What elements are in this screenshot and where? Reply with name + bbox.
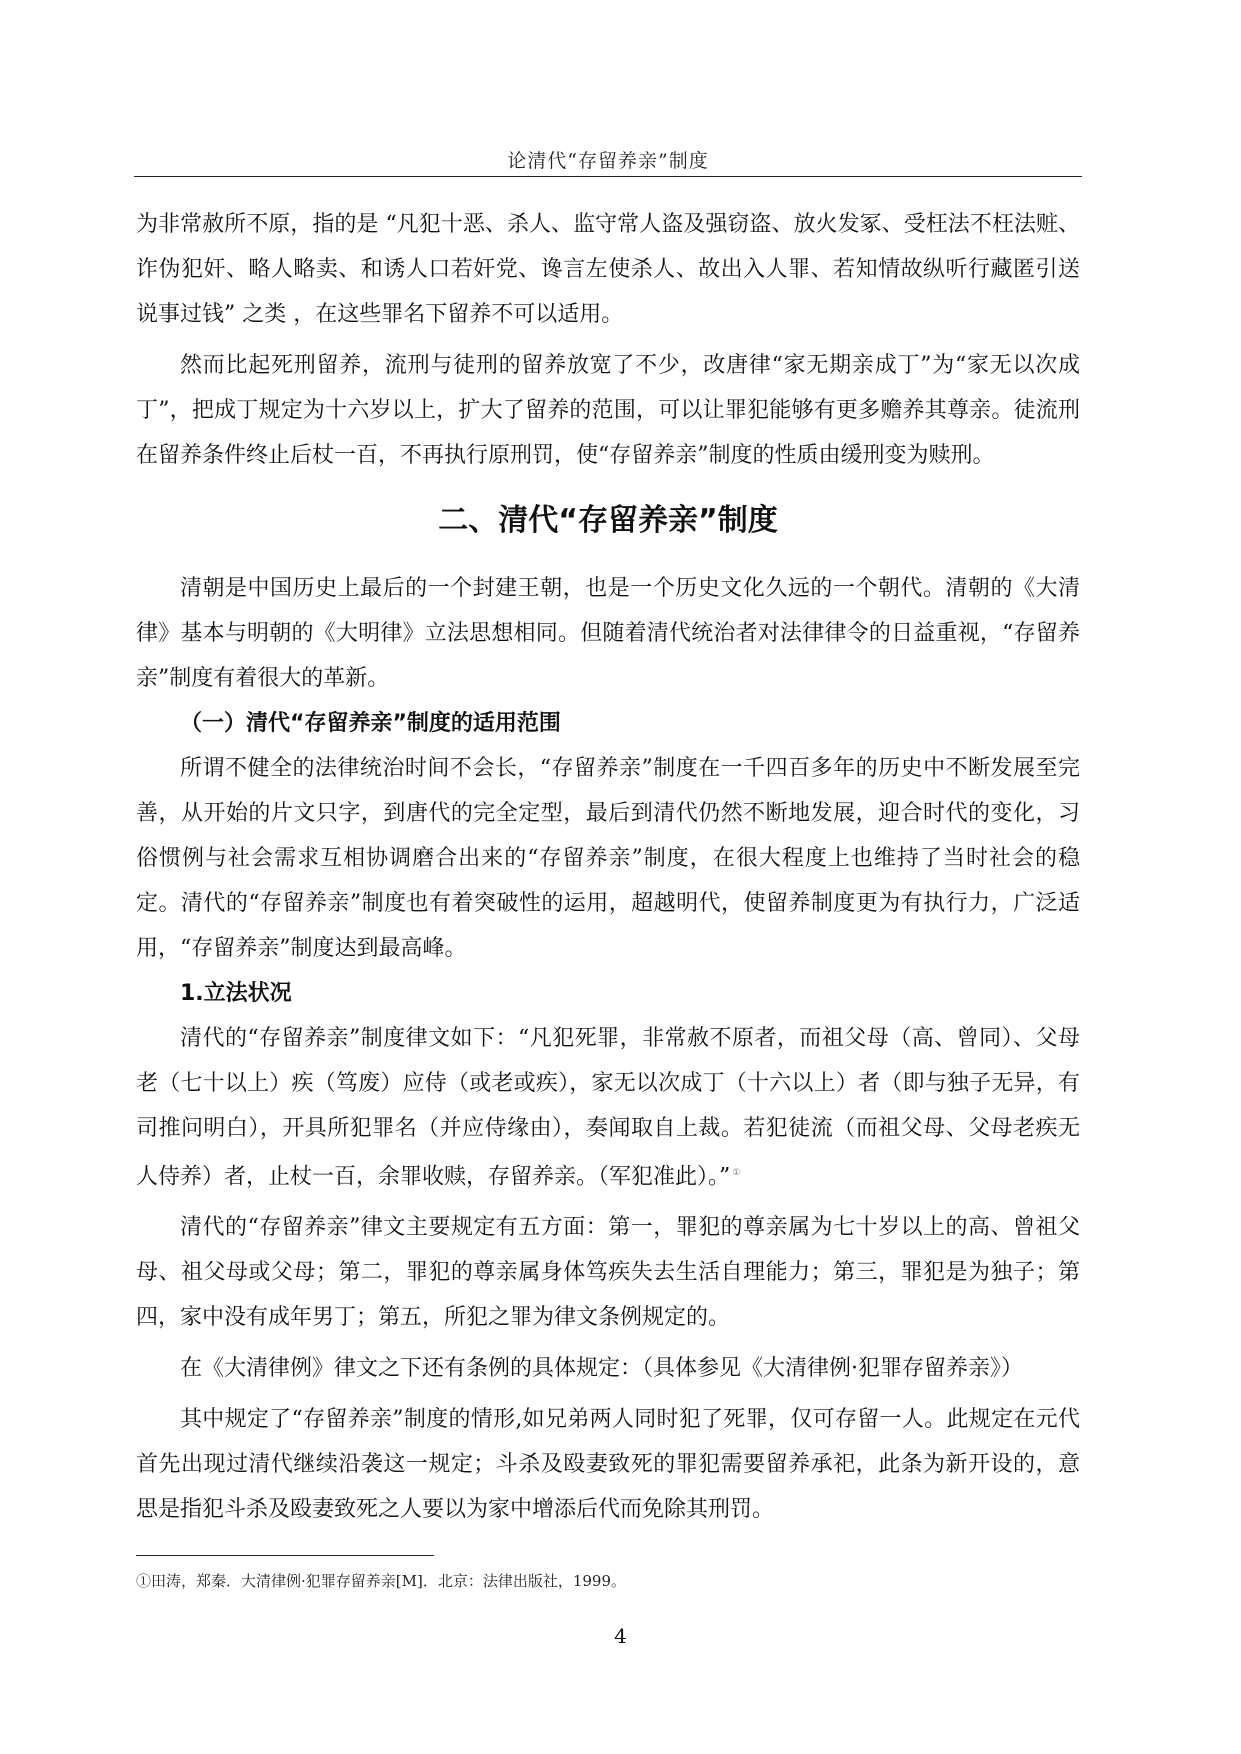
body-text: [136, 202, 1080, 1532]
footnote-rule: [136, 1555, 434, 1556]
paragraph-4: 所谓不健全的法律统治时间不会长，“存留养亲”制度在一千四百多年的历史中不断发展至完善，从开始的片文只字，到唐代的完全定型，最后到清代仍然不断地发展，迎合时代的变化，习俗惯例与社会需求互相协调磨合出来的“存留养亲”制度，在很大程度上也维持了当时社会的稳定。清代的“存留养亲”制度也有着突破性的运用，超越明代，使留养制度更为有执行力，广泛适用，“存留养亲”制度达到最高峰。: [136, 756, 1080, 961]
page-number: 4: [614, 1624, 627, 1648]
paragraph-1: 为非常赦所不原，指的是 “凡犯十恶、杀人、监守常人盗及强窃盗、放火发冢、受枉法不枉法赃、诈伪犯奸、略人略卖、和诱人口若奸党、谗言左使杀人、故出入人罪、若知情故纵听行藏匿引送说事过钱” 之类 ，在这些罪名下留养不可以适用。: [136, 212, 1080, 327]
footnote: ①田涛，郑秦．大清律例·犯罪存留养亲[M]．北京：法律出版社，1999。: [136, 1572, 627, 1590]
heading-legislation: 1.立法状况: [180, 981, 292, 1006]
footnote-reference[interactable]: ①: [732, 1168, 741, 1178]
paragraph-5: [136, 1016, 1080, 1199]
paragraph-8: 其中规定了“存留养亲”制度的情形,如兄弟两人同时犯了死罪，仅可存留一人。此规定在元代首先出现过清代继续沿袭这一规定；斗杀及殴妻致死的罪犯需要留养承祀，此条为新开设的，意思是指犯斗杀及殴妻致死之人要以为家中增添后代而免除其刑罚。: [136, 1407, 1080, 1523]
paragraph-2: 然而比起死刑留养，流刑与徒刑的留养放宽了不少，改唐律“家无期亲成丁”为“家无以次成丁”，把成丁规定为十六岁以上，扩大了留养的范围，可以让罪犯能够有更多赡养其尊亲。徒流刑在留养条件终止后杖一百，不再执行原刑罚，使“存留养亲”制度的性质由缓刑变为赎刑。: [136, 353, 1080, 468]
section-title: 二、清代“存留养亲”制度: [438, 503, 778, 538]
header-rule: [134, 176, 1082, 177]
paragraph-3: 清朝是中国历史上最后的一个封建王朝，也是一个历史文化久远的一个朝代。清朝的《大清律》基本与明朝的《大明律》立法思想相同。但随着清代统治者对法律律令的日益重视，“存留养亲”制度有着很大的革新。: [136, 576, 1080, 691]
paragraph-7: 在《大清律例》律文之下还有条例的具体规定：（具体参见《大清律例·犯罪存留养亲》）: [180, 1356, 1023, 1382]
paragraph-6: 清代的“存留养亲”律文主要规定有五方面：第一，罪犯的尊亲属为七十岁以上的高、曾祖父母、祖父母或父母；第二，罪犯的尊亲属身体笃疾失去生活自理能力；第三，罪犯是为独子；第四，家中没有成年男丁；第五，所犯之罪为律文条例规定的。: [136, 1215, 1080, 1331]
subsection-title: （一）清代“存留养亲”制度的适用范围: [180, 711, 561, 736]
paragraph-5-text: 清代的“存留养亲”制度律文如下：“凡犯死罪，非常赦不原者，而祖父母（高、曾同）、父母老（七十以上）疾（笃废）应侍（或老或疾），家无以次成丁（十六以上）者（即与独子无异，有司推问明白），开具所犯罪名（并应侍缘由），奏闻取自上裁。若犯徒流（而祖父母、父母老疾无人侍养）者，止杖一百，余罪收赎，存留养亲。（军犯准此）。”: [136, 1026, 1080, 1190]
running-header: 论清代“存留养亲”制度: [507, 150, 709, 172]
